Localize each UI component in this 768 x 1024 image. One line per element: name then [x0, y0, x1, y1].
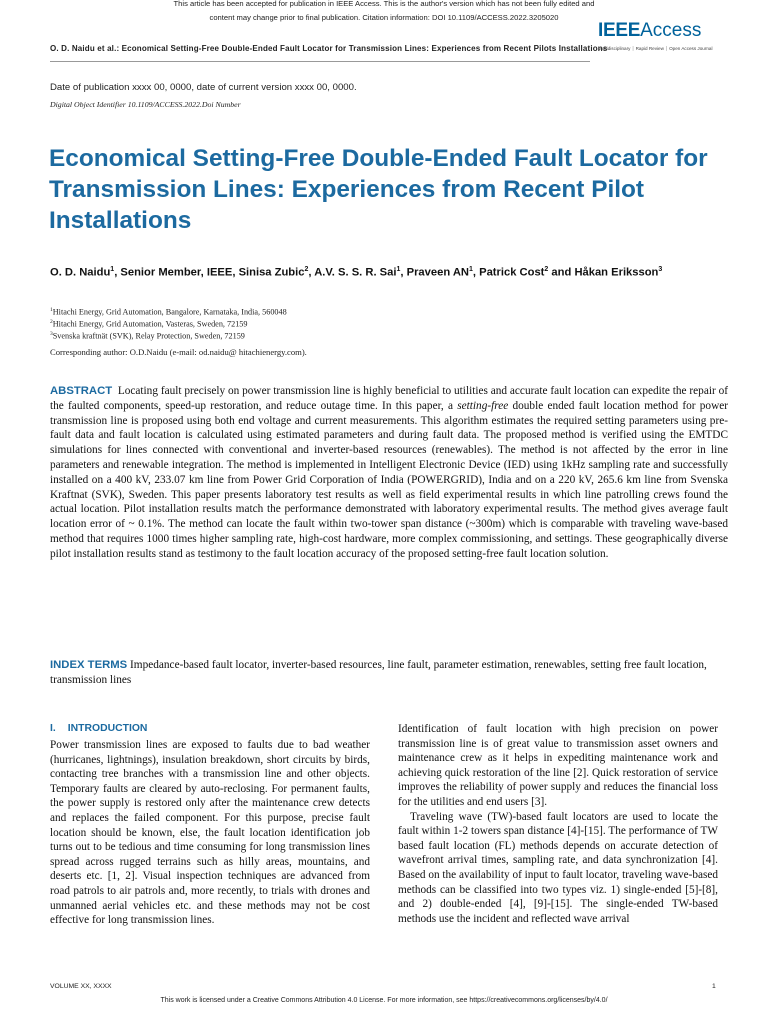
affiliation-mark: 1 — [50, 307, 53, 313]
author-separator: and — [548, 266, 575, 279]
affiliation-text: Hitachi Energy, Grid Automation, Bangalore, Karnataka, India, 560048 — [52, 307, 287, 317]
author-name: A.V. S. S. R. Sai — [314, 266, 397, 279]
author-name: O. D. Naidu — [50, 266, 111, 279]
acceptance-notice-line-1: This article has been accepted for publication in IEEE Access. This is the author's version which has not been fully edited and — [173, 0, 595, 8]
abstract-paragraph — [50, 384, 728, 562]
footer-page-number: 1 — [712, 983, 716, 990]
paper-title: Economical Setting-Free Double-Ended Fault Locator for Transmission Lines: Experiences from Recent Pilot Installations — [49, 145, 708, 234]
publication-date: Date of publication xxxx 00, 0000, date of current version xxxx 00, 0000. — [50, 82, 357, 93]
author-affiliation-mark: 1 — [396, 266, 401, 273]
author-name: Patrick Cost — [479, 266, 545, 279]
author-list — [50, 262, 730, 281]
author-name: Sinisa Zubic — [238, 266, 305, 279]
logo-ieee-text: IEEE — [598, 20, 641, 41]
body-paragraph: Traveling wave (TW)-based fault locators are used to locate the fault within 1-2 towers span distance [4]-[15]. The performance of TW based fault location (FL) methods depends on accurate detection of wavefront arrival times, sampling rate, and data synchronization [4]. Based on the availability of input to fault locator, traveling wave-based methods can be classified into two types viz. 1) single-ended [5]-[8], and 2) double-ended [4], [9]-[15]. The single-ended TW-based methods use the incident and reflected wave arrival — [398, 810, 718, 925]
index-terms-text: Impedance-based fault locator, inverter-based resources, line fault, parameter estimation, renewables, setting free fault location, transmission lines — [50, 659, 707, 686]
index-terms-paragraph — [50, 658, 728, 688]
affiliation-text: Hitachi Energy, Grid Automation, Vasteras, Sweden, 72159 — [52, 319, 248, 329]
affiliation-3 — [50, 331, 245, 341]
abstract-text-start: Locating fault precisely on power transmission line is highly beneficial to utilities and accurate fault location can expedite the repair of the faulted components, speed-up restoration, and reduce outage time. In this paper, a — [50, 385, 728, 412]
running-head: O. D. Naidu et al.: Economical Setting-Free Double-Ended Fault Locator for Transmission Lines: Experiences from Recent Pilots Installations — [50, 44, 608, 53]
abstract-label: ABSTRACT — [50, 385, 113, 397]
header-rule — [50, 61, 590, 62]
license-notice: This work is licensed under a Creative Commons Attribution 4.0 License. For more information, see https://creativecommons.org/licenses/by/4.0/ — [160, 997, 608, 1004]
author-separator: , — [400, 266, 407, 279]
affiliation-mark: 3 — [50, 331, 53, 337]
affiliation-text: Svenska kraftnät (SVK), Relay Protection, Sweden, 72159 — [52, 331, 245, 341]
section-title: INTRODUCTION — [67, 723, 148, 734]
author-affiliation-mark: 1 — [110, 266, 115, 273]
corresponding-author: Corresponding author: O.D.Naidu (e-mail: od.naidu@ hitachienergy.com). — [50, 347, 307, 357]
author-name: Håkan Eriksson — [574, 266, 659, 279]
ieee-access-logo[interactable] — [598, 20, 728, 60]
doi-line: Digital Object Identifier 10.1109/ACCESS.2022.Doi Number — [50, 100, 241, 109]
author-separator: , — [472, 266, 480, 279]
author-affiliation-mark: 1 — [469, 266, 473, 273]
affiliation-1 — [50, 307, 287, 317]
body-column-left: Power transmission lines are exposed to faults due to bad weather (hurricanes, lightnings), insulation breakdown, short circuits by birds, contacting tree branches with a transmission line and other objects. Temporary faults are cleared by auto-reclosing. For permanent faults, the power supply is restored only after the maintenance crew detects and replaces the failed component. For this purpose, precise fault location should be known, else, the fault location identification job turns out to be tedious and time consuming for long transmission lines spread across rugged terrains such as hilly areas, mountains, and deserts etc. [1, 2]. Visual inspection techniques are advanced from road patrols to air patrols and, more recently, to trials with drones and unmanned aerial vehicles etc. and these methods may not be cost effective for long transmission lines. — [50, 739, 370, 927]
acceptance-notice-line-2: content may change prior to final publication. Citation information: DOI 10.1109/ACCESS.2022.3205020 — [209, 13, 559, 22]
logo-tagline: Multidisciplinary ⏐ Rapid Review ⏐ Open Access Journal — [598, 46, 713, 51]
logo-access-text: Access — [640, 20, 702, 41]
body-column-right — [398, 722, 718, 926]
author-affiliation-mark: 2 — [304, 266, 309, 273]
abstract-text-rest: double ended fault location method for power transmission line is proposed using both end voltage and current measurements. This algorithm estimates the required setting parameters using pre-fault data and fault location is calculated using estimated parameters and during fault data. The proposed method is verified using the EMTDC simulations for lines connected with conventional and inverter-based resources (renewables). The method is not affected by the error in line parameters and renewable integration. The method is implemented in Intelligent Electronic Device (IED) using 1kHz sampling rate and successfully installed on a 400 kV, 233.07 km line from Power Grid Corporation of India (POWERGRID), India and on a 220 kV, 265.6 km line from Svenska Kraftnat (SVK), Sweden. This paper presents laboratory test results as well as field experimental results in which line patrolling crews found the actual location. Pilot installation results match the performance demonstrated with laboratory experimental results. The method gives average fault location error of ~ 0.1%. The method can locate the fault within two-tower span distance (~300m) which is comparable with traveling wave-based method that requires 1000 times higher sampling rate, high-cost hardware, more complex commissioning, and settings. These geographically diverse pilot installation results stand as testimony to the fault location accuracy of the proposed setting-free fault location solution. — [50, 399, 729, 560]
author-separator: , — [308, 266, 315, 279]
affiliation-2 — [50, 319, 247, 329]
author-separator: , Senior Member, IEEE, — [114, 266, 239, 279]
footer-volume: VOLUME XX, XXXX — [50, 983, 112, 990]
body-paragraph: Identification of fault location with high precision on power transmission line is of great value to transmission asset owners and maintenance crew as it helps in expediting maintenance work and achieving quick restoration of the line [2]. Quick restoration of service improves the reliability of power supply and reduces the financial loss for the utilities and end users [3]. — [398, 723, 718, 808]
index-terms-label: INDEX TERMS — [50, 659, 128, 671]
author-affiliation-mark: 2 — [544, 266, 549, 273]
abstract-emphasis: setting-free — [457, 399, 509, 412]
section-heading-introduction — [50, 723, 147, 734]
logo-wordmark — [598, 20, 701, 42]
author-name: Praveen AN — [406, 266, 469, 279]
author-affiliation-mark: 3 — [658, 266, 663, 273]
section-number: I. — [50, 723, 56, 734]
affiliation-mark: 2 — [50, 319, 53, 325]
